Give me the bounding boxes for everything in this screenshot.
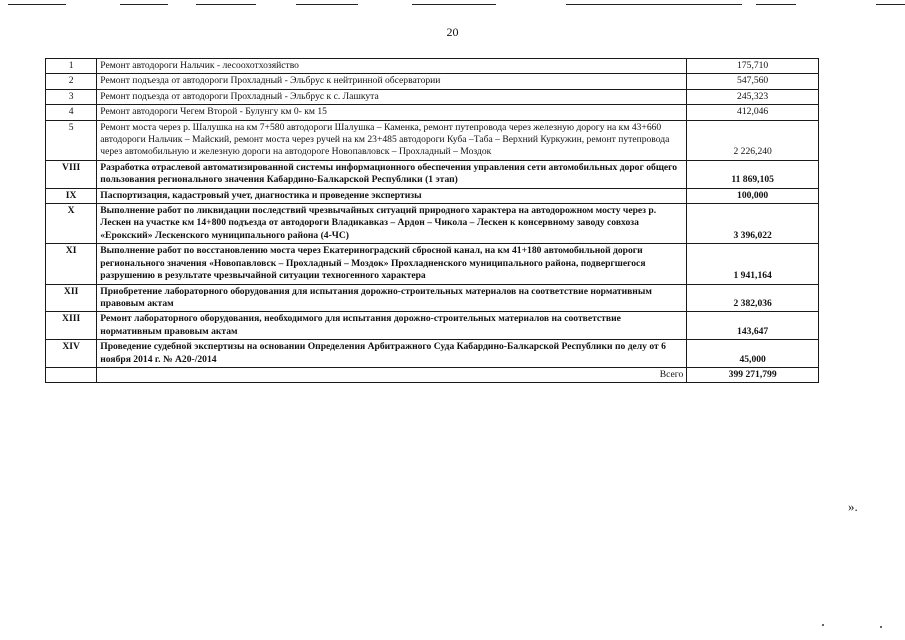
row-amount: 1 941,164 [687, 244, 819, 284]
page-number: 20 [446, 25, 459, 39]
table-row [46, 284, 819, 312]
scan-speck [822, 624, 824, 626]
row-amount: 11 869,105 [687, 160, 819, 188]
row-description: Ремонт подъезда от автодороги Прохладный - Эльбрус к нейтринной обсерватории [97, 74, 687, 89]
row-amount: 45,000 [687, 340, 819, 368]
scan-artifact-line [756, 4, 796, 5]
row-amount: 412,046 [687, 105, 819, 120]
row-description: Ремонт моста через р. Шалушка на км 7+580 автодороги Шалушка – Каменка, ремонт путепровода через железную дорогу на км 43+660 автодороги Нальчик – Майский, ремонт моста через ручей на км 23+485 автодороги Куба –Таба – Верхний Куркужин, ремонт путепровода через автомобильную и железную дороги на автодороге Новопавловск – Прохладный – Моздок [97, 120, 687, 160]
expenditure-table [45, 58, 819, 383]
table-row [46, 89, 819, 104]
row-description: Проведение судебной экспертизы на основании Определения Арбитражного Суда Кабардино-Балкарской Республики по делу от 6 ноября 2014 г. № А20-/2014 [97, 340, 687, 368]
table-row [46, 120, 819, 160]
scan-artifact-line [120, 4, 168, 5]
row-amount: 143,647 [687, 312, 819, 340]
scan-artifact-line [412, 4, 496, 5]
row-number: 1 [46, 59, 97, 74]
table-row [46, 244, 819, 284]
row-amount: 547,560 [687, 74, 819, 89]
row-amount: 3 396,022 [687, 204, 819, 244]
row-description: Приобретение лабораторного оборудования для испытания дорожно-строительных материалов на соответствие нормативным правовым актам [97, 284, 687, 312]
table-row [46, 59, 819, 74]
row-number: 3 [46, 89, 97, 104]
row-description: Ремонт подъезда от автодороги Прохладный - Эльбрус к с. Лашкута [97, 89, 687, 104]
scan-artifact-line [296, 4, 358, 5]
row-description: Разработка отраслевой автоматизированной системы информационного обеспечения управления сети автомобильных дорог общего пользования регионального значения Кабардино-Балкарской Республики (1 этап) [97, 160, 687, 188]
scan-speck [880, 626, 882, 628]
scan-artifact-line [196, 4, 256, 5]
row-amount: 2 382,036 [687, 284, 819, 312]
total-row [46, 367, 819, 382]
row-number: X [46, 204, 97, 244]
row-description: Ремонт лабораторного оборудования, необходимого для испытания дорожно-строительных материалов на соответствие нормативным правовым актам [97, 312, 687, 340]
expenditure-table-body [46, 59, 819, 383]
row-number: XIII [46, 312, 97, 340]
table-row [46, 188, 819, 203]
row-number: 2 [46, 74, 97, 89]
row-number: IX [46, 188, 97, 203]
total-label: Всего [97, 367, 687, 382]
row-number: XI [46, 244, 97, 284]
scan-artifact-line [876, 4, 905, 5]
table-row [46, 160, 819, 188]
table-row [46, 340, 819, 368]
table-row [46, 105, 819, 120]
row-number: 4 [46, 105, 97, 120]
total-amount: 399 271,799 [687, 367, 819, 382]
row-amount: 2 226,240 [687, 120, 819, 160]
scan-artifact-line [566, 4, 742, 5]
row-description: Выполнение работ по ликвидации последствий чрезвычайных ситуаций природного характера на автодорожном мосту через р. Лескен на участке км 14+800 подъезда от автодороги Владикавказ – Ардон – Чикола – Лескен к консервному заводу совхоза «Ерокский» Лескенского муниципального района (4-ЧС) [97, 204, 687, 244]
row-number: 5 [46, 120, 97, 160]
closing-quote-mark: ». [848, 499, 858, 514]
row-description: Ремонт автодороги Нальчик - лесоохотхозяйство [97, 59, 687, 74]
row-amount: 175,710 [687, 59, 819, 74]
row-number: XII [46, 284, 97, 312]
row-number: XIV [46, 340, 97, 368]
row-number: VIII [46, 160, 97, 188]
row-amount: 100,000 [687, 188, 819, 203]
row-amount: 245,323 [687, 89, 819, 104]
total-row-number-cell [46, 367, 97, 382]
table-row [46, 204, 819, 244]
row-description: Паспортизация, кадастровый учет, диагностика и проведение экспертизы [97, 188, 687, 203]
row-description: Выполнение работ по восстановлению моста через Екатериноградский сбросной канал, на км 41+180 автомобильной дороги регионального значения «Новопавловск – Прохладный – Моздок» Прохладненского муниципального района, подвергшегося разрушению в результате чрезвычайной ситуации техногенного характера [97, 244, 687, 284]
table-row [46, 312, 819, 340]
row-description: Ремонт автодороги Чегем Второй - Булунгу км 0- км 15 [97, 105, 687, 120]
table-row [46, 74, 819, 89]
scan-artifact-line [8, 4, 66, 5]
